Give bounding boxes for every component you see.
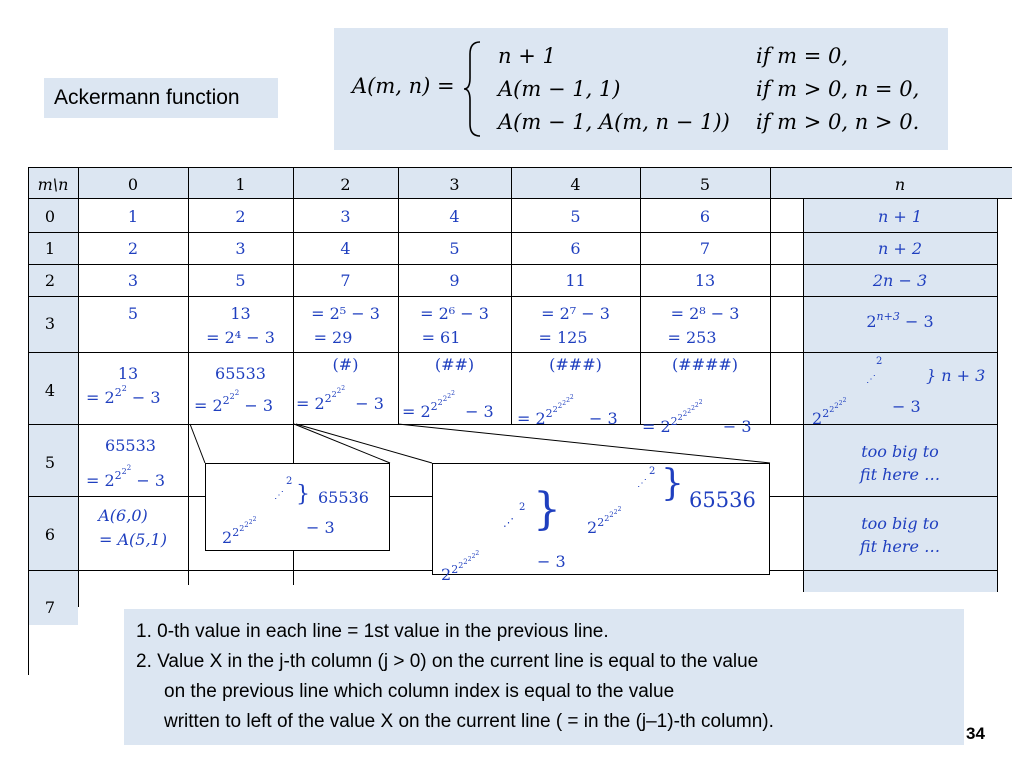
r3c2-top: = 2⁵ − 3: [311, 304, 380, 323]
r1c3: 5: [449, 239, 460, 258]
zoom-small-top: 2: [286, 476, 293, 487]
table-corner: m\n: [37, 175, 69, 194]
r4c3-top: (##): [434, 355, 475, 374]
row-header-5: 5: [44, 453, 56, 472]
r3c1-bottom: = 2⁴ − 3: [206, 328, 275, 347]
row-header-4: 4: [44, 381, 56, 400]
r2c0: 3: [127, 271, 139, 290]
r5c0-top: 65533: [105, 436, 156, 455]
r2c3: 9: [449, 271, 460, 290]
r1c4: 6: [570, 239, 581, 258]
col-header-2: 2: [340, 175, 351, 194]
col-header-0: 0: [127, 175, 139, 194]
r4cn-top: 2: [876, 356, 883, 367]
r1c1: 3: [235, 239, 246, 258]
zoom-box-large: [432, 463, 770, 584]
r6c0-top: A(6,0): [98, 506, 148, 525]
r6c0-bottom: = A(5,1): [99, 530, 167, 549]
r4c3-tower: = $2^{2^{2222}} - 3$: [402, 390, 494, 421]
zoom-box-small: [205, 463, 390, 551]
zoom-small-tower: $2^{2^{2222}}$: [222, 516, 257, 547]
r4c4-tower: = $2^{2^{22222}} - 3$: [517, 394, 618, 428]
r3c5-bottom: = 253: [667, 328, 717, 347]
zoom-large-top: 2: [519, 502, 526, 513]
r3c3-top: = 2⁶ − 3: [420, 304, 489, 323]
formula-expr-2: A(m − 1, A(m, n − 1)): [498, 110, 730, 134]
r3c1-top: 13: [230, 304, 251, 323]
zoom-small-brace: }: [296, 482, 310, 507]
r4cn-tower: $2^{2^{2222}}$: [812, 397, 847, 428]
row-header-3: 3: [44, 314, 56, 333]
r0c2: 3: [340, 207, 351, 226]
r0c1: 2: [235, 207, 246, 226]
zoom-small-label: 65536: [318, 488, 369, 507]
r4c4-top: (###): [549, 355, 602, 374]
r6cn-line2: fit here …: [859, 537, 941, 556]
r3c3-bottom: = 61: [421, 328, 461, 347]
r2cn: 2n − 3: [872, 271, 928, 290]
title: Ackermann function: [54, 86, 240, 109]
zoom-large-inner-top: 2: [649, 466, 656, 477]
row-header-6: 6: [44, 525, 56, 544]
r2c1: 5: [235, 271, 246, 290]
r1c0: 2: [127, 239, 139, 258]
r4c5-tower: = $2^{2^{222222}}$ − 3: [642, 399, 752, 436]
note-2-cont-1: on the previous line which column index is equal to the value: [164, 681, 675, 702]
r4c2-top: (#): [332, 355, 359, 374]
col-header-5: 5: [699, 175, 711, 194]
col-header-1: 1: [235, 175, 246, 194]
formula-cond-0: if m = 0,: [756, 44, 849, 68]
r5c0-tower: = $2^{2^{22}} - 3$: [86, 464, 165, 490]
formula-expr-1: A(m − 1, 1): [498, 77, 621, 101]
r0c3: 4: [449, 207, 460, 226]
r5cn-line2: fit here …: [859, 465, 941, 484]
zoom-small-minus: − 3: [306, 518, 335, 537]
formula-cond-1: if m > 0, n = 0,: [756, 77, 920, 101]
r3c5-top: = 2⁸ − 3: [670, 304, 740, 323]
r4c1-tower: = $2^{2^{22}} - 3$: [194, 389, 273, 415]
zoom-large-inner-brace: }: [661, 463, 684, 504]
zoom-large-dots: ⋰: [503, 516, 514, 529]
zoom-large-minus: − 3: [537, 552, 566, 571]
formula-cond-2: if m > 0, n > 0.: [756, 110, 920, 134]
note-2-cont-2: written to left of the value X on the current line ( = in the (j–1)-th column).: [164, 711, 774, 732]
row-header-2: 2: [44, 271, 56, 290]
page-number: 34: [966, 724, 985, 743]
r4c1-top: 65533: [215, 364, 266, 383]
r0c0: 1: [127, 207, 139, 226]
zoom-large-inner-tower: $2^{2^{2222}}$: [587, 506, 622, 537]
formula-expr-0: n + 1: [498, 44, 556, 68]
r2c4: 11: [565, 271, 586, 290]
zoom-small-dots: ⋰: [274, 490, 284, 501]
r3c4-bottom: = 125: [538, 328, 588, 347]
note-2: 2. Value X in the j-th column (j > 0) on the current line is equal to the value: [136, 651, 759, 672]
col-header-3: 3: [449, 175, 460, 194]
zoom-large-label: 65536: [689, 488, 756, 512]
r3c2-bottom: = 29: [313, 328, 353, 347]
r4cn-label: } n + 3: [926, 366, 986, 385]
r1c2: 4: [340, 239, 351, 258]
col-header-4: 4: [570, 175, 581, 194]
r4c0-tower: = $2^{2^2} - 3$: [86, 384, 161, 407]
r1c5: 7: [699, 239, 711, 258]
r4cn-minus: − 3: [892, 397, 921, 416]
zoom-large-brace: }: [533, 484, 561, 535]
r1cn: n + 2: [877, 239, 923, 258]
zoom-large-inner-dots: ⋰: [637, 478, 647, 489]
r0cn: n + 1: [877, 207, 923, 226]
row-header-1: 1: [44, 239, 56, 258]
note-1: 1. 0-th value in each line = 1st value in the previous line.: [136, 621, 609, 642]
r2c2: 7: [340, 271, 351, 290]
r4c2-tower: = $2^{2^{222}} - 3$: [296, 385, 384, 413]
row-header-7: 7: [44, 598, 56, 617]
formula-lhs: A(m, n) =: [352, 74, 455, 98]
r4c5-top: (####): [671, 355, 739, 374]
r6cn-line1: too big to: [861, 514, 939, 533]
r5cn-line1: too big to: [861, 442, 939, 461]
r3c0: 5: [127, 304, 139, 323]
col-header-n: n: [894, 175, 906, 194]
r0c5: 6: [699, 207, 711, 226]
zoom-large-tower: $2^{2^{22222}}$: [441, 550, 480, 584]
r4c0-top: 13: [117, 364, 139, 383]
r0c4: 5: [570, 207, 581, 226]
r2c5: 13: [694, 271, 716, 290]
r3cn: $2^{n+3} - 3$: [866, 310, 934, 331]
r3c4-top: = 2⁷ − 3: [541, 304, 610, 323]
r4cn-dots: ⋰: [866, 374, 876, 385]
notes-box: [124, 609, 964, 745]
row-header-0: 0: [44, 207, 56, 226]
